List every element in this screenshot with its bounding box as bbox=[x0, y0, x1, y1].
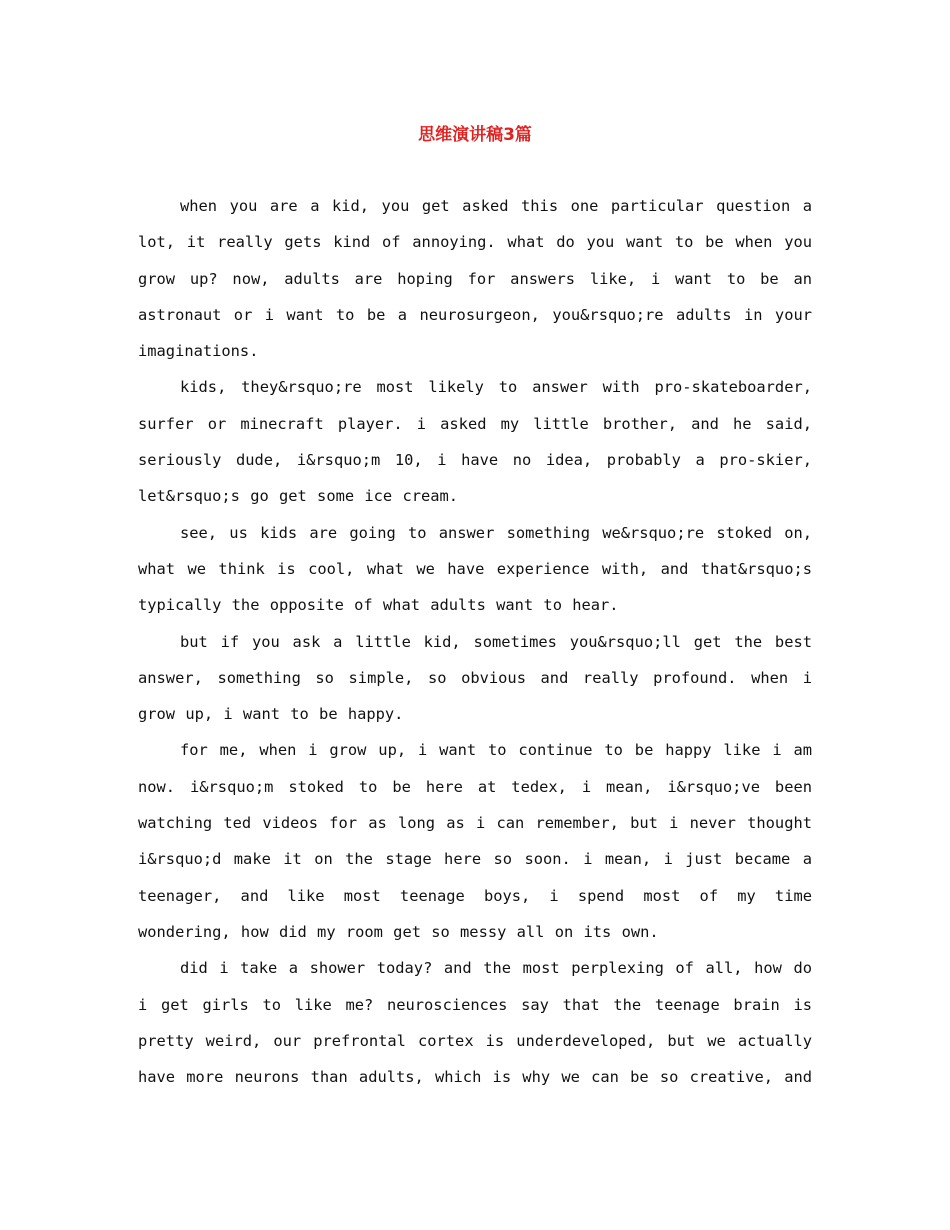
paragraph-4: but if you ask a little kid, sometimes you&rsquo;ll get the best answer, something so simple, so obvious and really profound. when i grow up, i want to be happy. bbox=[138, 632, 812, 724]
paragraph-1: when you are a kid, you get asked this one particular question a lot, it really gets kind of annoying. what do you want to be when you grow up? now, adults are hoping for answers like, i want to be an astronaut or i want to be a neurosurgeon, you&rsquo;re adults in your imaginations. bbox=[138, 197, 812, 361]
paragraph-6: did i take a shower today? and the most perplexing of all, how do i get girls to like me? neurosciences say that the teenage brain is pretty weird, our prefrontal cortex is underdeveloped, but we actually have more neurons than adults, which is why we can be so creative, and bbox=[138, 959, 812, 1087]
document-title: 思维演讲稿3篇 bbox=[418, 125, 532, 145]
paragraph-5: for me, when i grow up, i want to continue to be happy like i am now. i&rsquo;m stoked to be here at tedex, i mean, i&rsquo;ve been watching ted videos for as long as i can remember, but i never thought i&rsquo;d make it on the stage here so soon. i mean, i just became a teenager, and like most teenage boys, i spend most of my time wondering, how did my room get so messy all on its own. bbox=[138, 741, 812, 941]
paragraph-3: see, us kids are going to answer something we&rsquo;re stoked on, what we think is cool, what we have experience with, and that&rsquo;s typically the opposite of what adults want to hear. bbox=[138, 523, 812, 615]
paragraph-2: kids, they&rsquo;re most likely to answer with pro-skateboarder, surfer or minecraft player. i asked my little brother, and he said, seriously dude, i&rsquo;m 10, i have no idea, probably a pro-skier, let&rsquo;s go get some ice cream. bbox=[138, 378, 812, 506]
document-body bbox=[138, 188, 812, 1095]
